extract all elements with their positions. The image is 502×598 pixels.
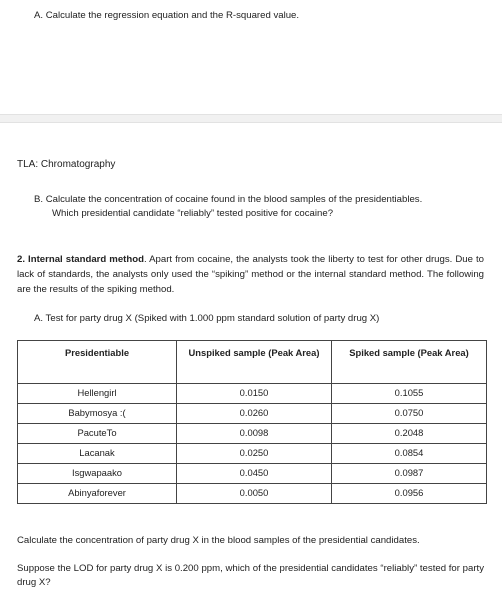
cell-spiked: 0.0854	[332, 444, 487, 464]
cell-unspiked: 0.0050	[177, 484, 332, 504]
header-unspiked: Unspiked sample (Peak Area)	[177, 341, 332, 384]
table-header-row	[18, 341, 487, 384]
cell-unspiked: 0.0260	[177, 404, 332, 424]
question-lod: Suppose the LOD for party drug X is 0.200 ppm, which of the presidential candidates “reliably” tested for party drug X?	[17, 563, 484, 588]
table-row	[18, 444, 487, 464]
cell-name: Abinyaforever	[18, 484, 177, 504]
cell-unspiked: 0.0250	[177, 444, 332, 464]
section2-body: . Apart from cocaine, the analysts took the liberty to test for other drugs. Due to lack of standards, the analysts only used the “spiking” method or the internal standard method. The following are the results of the spiking method.	[17, 254, 484, 295]
part-a-test: A. Test for party drug X (Spiked with 1.000 ppm standard solution of party drug X)	[34, 313, 380, 324]
cell-unspiked: 0.0450	[177, 464, 332, 484]
cell-unspiked: 0.0098	[177, 424, 332, 444]
table-row	[18, 464, 487, 484]
cell-spiked: 0.0750	[332, 404, 487, 424]
table-row	[18, 424, 487, 444]
table-row	[18, 484, 487, 504]
cell-name: Isgwapaako	[18, 464, 177, 484]
header-spiked: Spiked sample (Peak Area)	[332, 341, 487, 384]
table-row	[18, 384, 487, 404]
part-a-regression: A. Calculate the regression equation and the R-squared value.	[34, 10, 300, 21]
part-b-line2: Which presidential candidate “reliably” tested positive for cocaine?	[52, 208, 334, 219]
cell-spiked: 0.0987	[332, 464, 487, 484]
tla-title: TLA: Chromatography	[17, 159, 116, 170]
header-presidentiable: Presidentiable	[18, 341, 177, 384]
spiking-results-table	[17, 340, 487, 504]
table-row	[18, 404, 487, 424]
cell-spiked: 0.2048	[332, 424, 487, 444]
cell-name: Babymosya :(	[18, 404, 177, 424]
cell-name: Hellengirl	[18, 384, 177, 404]
cell-name: PacuteTo	[18, 424, 177, 444]
section2-paragraph	[17, 252, 484, 297]
section2-title: 2. Internal standard method	[17, 254, 144, 265]
question-concentration: Calculate the concentration of party drug X in the blood samples of the presidential candidates.	[17, 535, 420, 546]
cell-spiked: 0.0956	[332, 484, 487, 504]
cell-unspiked: 0.0150	[177, 384, 332, 404]
part-b-line1: B. Calculate the concentration of cocaine found in the blood samples of the presidentiables.	[34, 194, 423, 205]
cell-spiked: 0.1055	[332, 384, 487, 404]
cell-name: Lacanak	[18, 444, 177, 464]
page-gap	[0, 114, 502, 123]
